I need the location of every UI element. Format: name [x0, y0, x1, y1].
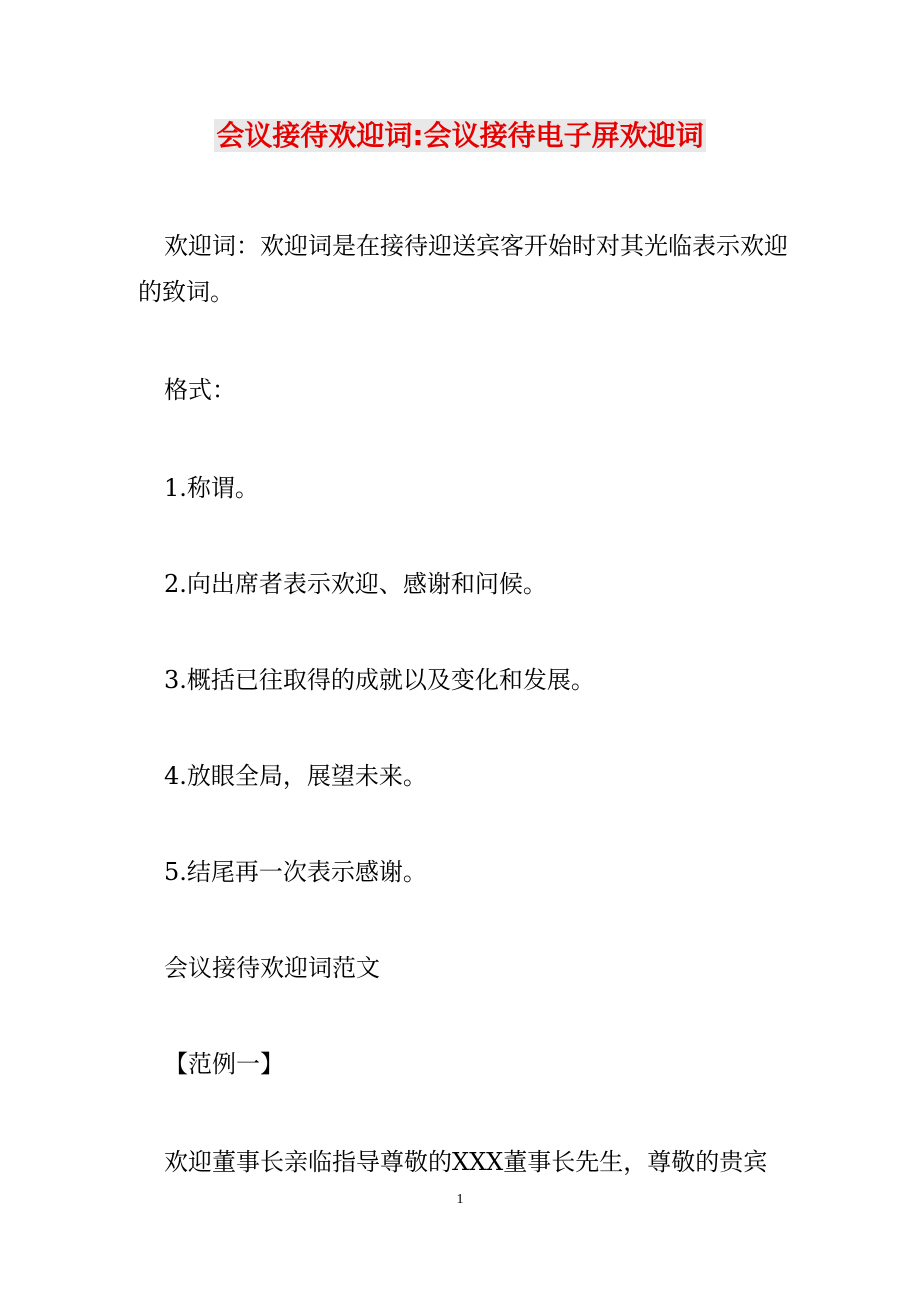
- example-body-text: 欢迎董事长亲临指导尊敬的XXX董事长先生，尊敬的贵宾: [164, 1148, 768, 1176]
- list-item-welcome: 2.向出席者表示欢迎、感谢和问候。: [164, 570, 547, 598]
- document-title: [0, 112, 920, 160]
- list-item-outlook: 4.放眼全局，展望未来。: [164, 762, 427, 790]
- example-heading: 【范例一】: [164, 1050, 284, 1078]
- section-heading-examples: 会议接待欢迎词范文: [164, 954, 380, 982]
- paragraph-definition: 欢迎词：欢迎词是在接待迎送宾客开始时对其光临表示欢迎的致词。: [138, 232, 788, 306]
- list-item-salutation: 1.称谓。: [164, 474, 259, 502]
- list-item-achievements: 3.概括已往取得的成就以及变化和发展。: [164, 666, 595, 694]
- paragraph-format-heading: 格式：: [164, 376, 236, 404]
- list-item-thanks: 5.结尾再一次表示感谢。: [164, 858, 427, 886]
- page-number: 1: [456, 1192, 464, 1207]
- document-title-text: 会议接待欢迎词:会议接待电子屏欢迎词: [216, 119, 704, 152]
